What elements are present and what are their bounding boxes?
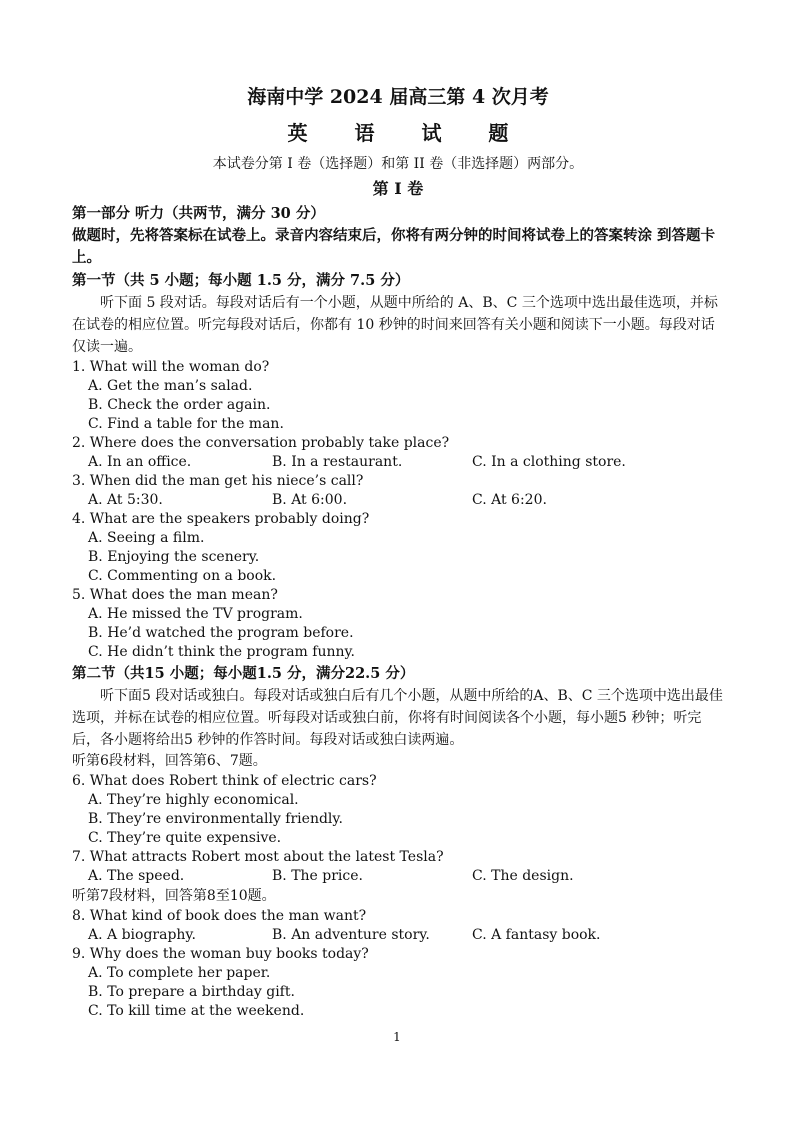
exam-intro: 本试卷分第 I 卷（选择题）和第 II 卷（非选择题）两部分。 <box>212 156 584 172</box>
options-row <box>72 491 724 510</box>
option-b: B. To prepare a birthday gift. <box>88 984 295 1000</box>
option-a: A. Get the man’s salad. <box>88 378 253 394</box>
option-c: C. The design. <box>472 868 574 884</box>
option-b: B. In a restaurant. <box>272 454 403 470</box>
listening-note: 听第7段材料，回答第8至10题。 <box>72 888 276 904</box>
option-c: C. Commenting on a book. <box>88 568 277 584</box>
option-b: B. Check the order again. <box>88 397 271 413</box>
option-a: A. They’re highly economical. <box>88 792 299 808</box>
question-stem: 2. Where does the conversation probably take place? <box>72 435 450 451</box>
question-stem: 3. When did the man get his niece’s call? <box>72 473 364 489</box>
subject-title: 英 语 试 题 <box>287 121 529 145</box>
options-row <box>72 867 724 886</box>
part1-heading: 第一部分 听力（共两节，满分 30 分） <box>72 205 325 222</box>
option-a: A. A biography. <box>88 927 196 943</box>
section2-heading: 第二节（共15 小题；每小题1.5 分，满分22.5 分） <box>72 665 415 682</box>
option-c: C. To kill time at the weekend. <box>88 1003 305 1019</box>
question-stem: 4. What are the speakers probably doing? <box>72 511 370 527</box>
option-a: A. He missed the TV program. <box>88 606 303 622</box>
volume-heading: 第 I 卷 <box>372 179 424 198</box>
question-stem: 6. What does Robert think of electric cars? <box>72 773 377 789</box>
option-b: B. At 6:00. <box>272 492 348 508</box>
option-b: B. He’d watched the program before. <box>88 625 354 641</box>
options-row <box>72 453 724 472</box>
options-row <box>72 926 724 945</box>
option-a: A. At 5:30. <box>88 492 163 508</box>
listening-note: 听第6段材料，回答第6、7题。 <box>72 753 267 769</box>
option-a: A. In an office. <box>88 454 192 470</box>
option-c: C. In a clothing store. <box>472 454 626 470</box>
section1-instructions: 听下面 5 段对话。每段对话后有一个小题，从题中所给的 A、B、C 三个选项中选出最佳选项，并标在试卷的相应位置。听完每段对话后，你都有 10 秒钟的时间来回答有关小题和阅读下一小题。每段对话仅读一遍。 <box>72 295 718 355</box>
option-a: A. To complete her paper. <box>88 965 271 981</box>
question-stem: 7. What attracts Robert most about the latest Tesla? <box>72 849 444 865</box>
page-number: 1 <box>393 1030 401 1044</box>
section1-heading: 第一节（共 5 小题；每小题 1.5 分，满分 7.5 分） <box>72 272 410 289</box>
option-c: C. Find a table for the man. <box>88 416 284 432</box>
option-a: A. Seeing a film. <box>88 530 205 546</box>
question-stem: 9. Why does the woman buy books today? <box>72 946 369 962</box>
option-b: B. An adventure story. <box>272 927 430 943</box>
option-c: C. At 6:20. <box>472 492 547 508</box>
option-a: A. The speed. <box>88 868 185 884</box>
exam-title: 海南中学 2024 届高三第 4 次月考 <box>247 86 549 108</box>
option-b: B. The price. <box>272 868 363 884</box>
option-c: C. They’re quite expensive. <box>88 830 282 846</box>
option-b: B. Enjoying the scenery. <box>88 549 260 565</box>
option-b: B. They’re environmentally friendly. <box>88 811 343 827</box>
part1-warning: 做题时，先将答案标在试卷上。录音内容结束后，你将有两分钟的时间将试卷上的答案转涂 到答题卡上。 <box>72 227 716 266</box>
option-c: C. A fantasy book. <box>472 927 601 943</box>
question-stem: 5. What does the man mean? <box>72 587 278 603</box>
section2-instructions: 听下面5 段对话或独白。每段对话或独白后有几个小题，从题中所给的A、B、C 三个选项中选出最佳选项，并标在试卷的相应位置。听每段对话或独白前，你将有时间阅读各个小题，每小题5 秒钟；听完后，各小题将给出5 秒钟的作答时间。每段对话或独白读两遍。 <box>72 688 723 748</box>
question-stem: 8. What kind of book does the man want? <box>72 908 367 924</box>
exam-page <box>72 82 724 1021</box>
question-stem: 1. What will the woman do? <box>72 359 270 375</box>
option-c: C. He didn’t think the program funny. <box>88 644 355 660</box>
